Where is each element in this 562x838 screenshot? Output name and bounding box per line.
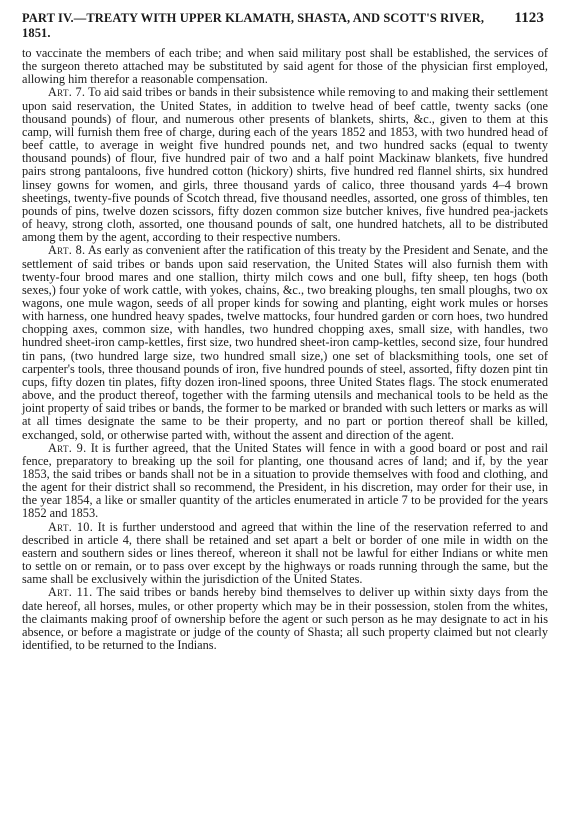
paragraph-text: to vaccinate the members of each tribe; and when said military post shall be established, the services of the surgeon thereto attached may be substituted by said agent for those of the physician first employed, allowing him therefor a reasonable compensation. <box>22 46 548 87</box>
article-11 <box>22 586 548 652</box>
article-8 <box>22 244 548 441</box>
article-label: Art. 7. <box>48 85 86 100</box>
article-text: The said tribes or bands hereby bind themselves to deliver up within sixty days from the date hereof, all horses, mules, or other property which may be in their possession, stolen from the whites, the claimants making proof of ownership before the agent or such person as he may designate to act in his absence, or before a magistrate or judge of the county of Shasta; all such property claimed but not clearly identified, to be returned to the Indians. <box>22 585 548 653</box>
article-text: As early as convenient after the ratification of this treaty by the President and Senate, and the settlement of said tribes or bands upon said reservation, the United States will also furnish them with twenty-four brood mares and one stallion, thirty milch cows and one bull, fifty sheep, ten hogs (both sexes,) four yoke of work cattle, with yokes, chains, &c., two breaking ploughs, ten small ploughs, two ox wagons, one mule wagon, seeds of all proper kinds for sowing and planting, eight work mules or horses with harness, one hundred heavy spades, twelve mattocks, four hundred garden or corn hoes, two hundred chopping axes, common size, with handles, two hundred chopping axes, small size, with handles, two hundred sheet-iron camp-kettles, first size, two hundred sheet-iron camp-kettles, second size, four hundred tin pans, (two hundred large size, two hundred small size,) one set of blacksmithing tools, one set of carpenter's tools, three thousand pounds of iron, five hundred pounds of steel, assorted, fifty dozen pint tin cups, fifty dozen tin plates, fifty dozen iron-lined spoons, three United States flags. The stock enumerated above, and the product thereof, together with the farming utensils and mechanical tools to be held as the joint property of said tribes or bands, the former to be marked or branded with such letters or marks as will at all times designate the same to be their property, and no part or portion thereof shall be killed, exchanged, sold, or otherwise parted with, without the assent and direction of the agent. <box>22 243 548 442</box>
article-label: Art. 8. <box>48 243 86 258</box>
article-text: To aid said tribes or bands in their subsistence while removing to and making their settlement upon said reservation, the United States, in addition to twelve head of beef cattle, twenty sacks (one thousand pounds) of flour, and numerous other presents of blankets, shirts, &c., given to them at this camp, will furnish them free of charge, during each of the years 1852 and 1853, with two hundred head of beef cattle, to average in weight five hundred pounds net, and two hundred sacks (equal to twenty thousand pounds) of flour, five hundred pair of two and a half point Mackinaw blankets, five hundred pairs strong pantaloons, five hundred cotton (hickory) shirts, five hundred red flannel shirts, six hundred linsey gowns for women, and girls, three thousand yards of calico, three thousand yards 4–4 brown sheetings, twenty-five pounds of Scotch thread, five thousand needles, assorted, one gross of thimbles, ten pounds of pins, twelve dozen scissors, fifty dozen common size butcher knives, five hundred pea-jackets of heavy, strong cloth, assorted, one thousand pounds of salt, one hundred hatchets, all to be distributed among them by the agent, according to their respective numbers. <box>22 85 549 245</box>
article-text: It is further agreed, that the United States will fence in with a good board or post and rail fence, preparatory to breaking up the soil for planting, one thousand acres of land; and if, by the year 1853, the said tribes or bands shall not be in a situation to provide themselves with food and clothing, and the agent for their district shall so recommend, the President, in his discretion, may order for their use, in the year 1854, a like or smaller quantity of the articles enumerated in article 7 to be provided for the years 1852 and 1853. <box>22 440 549 521</box>
article-9 <box>22 442 548 521</box>
article-label: Art. 11. <box>48 585 93 600</box>
article-label: Art. 10. <box>48 519 94 534</box>
document-page <box>22 10 548 652</box>
running-title: PART IV.—TREATY WITH UPPER KLAMATH, SHASTA, AND SCOTT'S RIVER, 1851. <box>22 11 485 40</box>
article-label: Art. 9. <box>48 440 87 455</box>
document-body <box>22 47 548 652</box>
article-7 <box>22 86 548 244</box>
article-10 <box>22 521 548 587</box>
paragraph-continuation <box>22 47 548 86</box>
page-number: 1123 <box>514 10 544 26</box>
running-header <box>22 10 548 41</box>
article-text: It is further understood and agreed that within the line of the reservation referred to and described in article 4, there shall be retained and set apart a belt or border of one mile in width on the eastern and southern sides or lines thereof, whereon it shall not be lawful for either Indians or white men to settle on or remain, or to pass over except by the highways or roads running through the same, but the same shall be exclusively within the jurisdiction of the United States. <box>22 519 549 587</box>
